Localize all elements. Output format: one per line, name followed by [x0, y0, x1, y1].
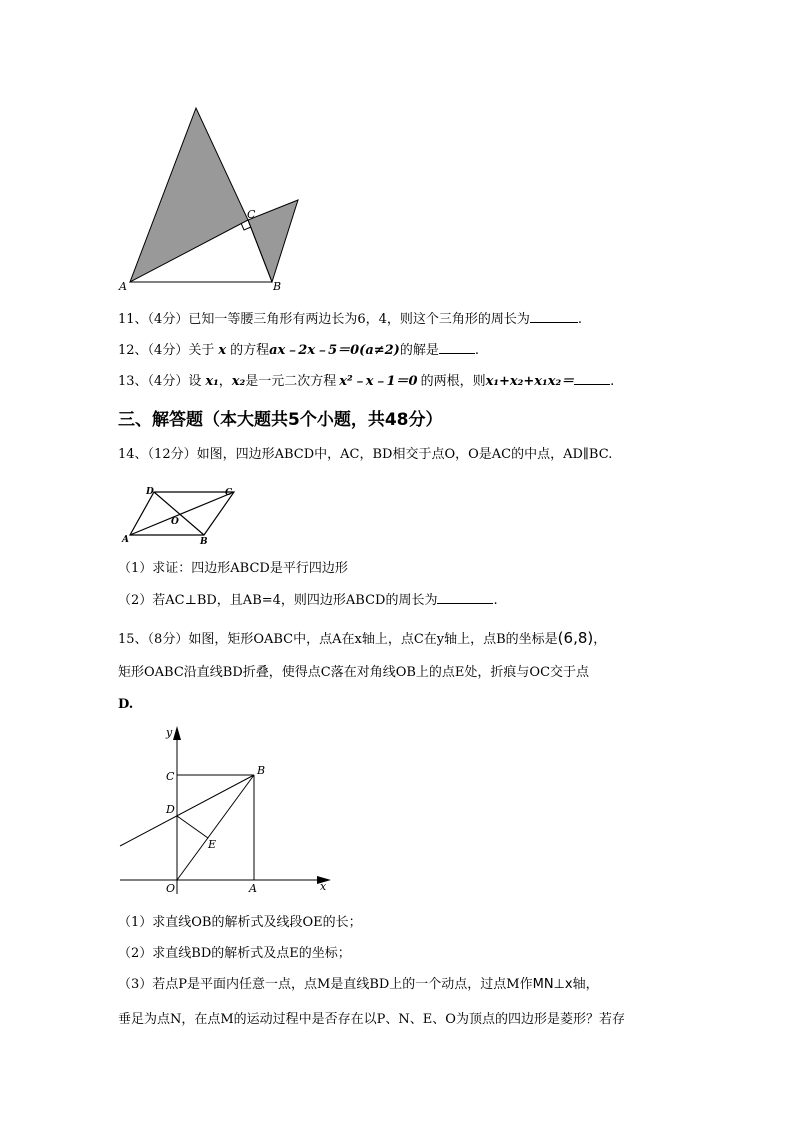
q15-line3: D. [118, 697, 134, 712]
label-b: B [257, 764, 266, 777]
q15-coordinate: (6,8) [557, 629, 594, 647]
q15-part1: （1）求直线OB的解析式及线段OE的长； [118, 915, 362, 930]
small-shaded-triangle [248, 200, 298, 282]
q15-line1-text: 15、（8分）如图，矩形OABC中，点A在x轴上，点C在y轴上，点B的坐标是 [118, 632, 558, 647]
q13-period: . [610, 374, 615, 389]
label-o: O [166, 882, 176, 895]
label-e: E [208, 838, 217, 851]
label-d: D [166, 803, 175, 816]
q15-line2: 矩形OABC沿直线BD折叠，使得点C落在对角线OB上的点E处，折痕与OC交于点 [118, 665, 590, 680]
q14-part2-text: （2）若AC⊥BD，且AB=4，则四边形ABCD的周长为 [118, 593, 438, 608]
triangle-figure [110, 100, 310, 295]
question-14-stem: 14、（12分）如图，四边形ABCD中，AC，BD相交于点O，O是AC的中点，AD∥BC. [118, 447, 613, 462]
q14-answer-blank[interactable] [437, 591, 493, 604]
q12-prefix: 12、（4分）关于 [118, 343, 215, 358]
q13-expr: x₁+x₂+x₁x₂＝ [485, 374, 575, 389]
large-shaded-triangle [130, 108, 248, 282]
q15-part3-line2: 垂足为点N，在点M的运动过程中是否存在以P、N、E、O为顶点的四边形是菱形？若存 [118, 1012, 625, 1027]
q14-part1: （1）求证：四边形ABCD是平行四边形 [118, 561, 348, 576]
q15-line1 [118, 628, 606, 650]
q13-answer-blank[interactable] [574, 372, 610, 385]
label-y: y [166, 726, 173, 739]
y-axis-arrow [173, 726, 181, 740]
parallelogram-figure [118, 483, 248, 545]
line-bd [120, 775, 254, 846]
label-c: C [166, 770, 175, 783]
question-12 [118, 341, 479, 361]
section-heading: 三、解答题（本大题共5个小题，共48分） [118, 410, 443, 430]
q11-answer-blank[interactable] [530, 310, 578, 323]
q13-prefix: 13、（4分）设 [118, 374, 202, 389]
q12-tail: 的解是 [399, 343, 439, 358]
q13-x1: x₁ [205, 374, 219, 389]
label-a: A [122, 535, 129, 545]
q15-comma: ， [593, 632, 607, 647]
q15-part3-mn: MN⊥x [532, 977, 573, 992]
label-a: A [119, 280, 127, 293]
q15-part3-suffix: 轴， [572, 977, 599, 992]
q15-part2: （2）求直线BD的解析式及点E的坐标； [118, 946, 351, 961]
q13-sep: ， [218, 374, 232, 389]
label-c: C [247, 208, 256, 221]
label-d: D [146, 487, 154, 497]
q11-period: . [577, 312, 582, 327]
segment-de [177, 816, 208, 838]
q15-part3 [118, 975, 599, 995]
q13-x2: x₂ [231, 374, 246, 389]
diagonal-bd [154, 492, 204, 535]
q13-mid: 是一元二次方程 [245, 374, 337, 389]
label-a: A [249, 882, 257, 895]
q11-text: 11、（4分）已知一等腰三角形有两边长为6，4，则这个三角形的周长为 [118, 312, 530, 327]
label-o: O [171, 517, 179, 527]
q13-tail: 的两根，则 [420, 374, 486, 389]
q12-period: . [474, 343, 479, 358]
q14-period: . [493, 593, 498, 608]
q15-part3-text: （3）若点P是平面内任意一点，点M是直线BD上的一个动点，过点M作 [118, 977, 533, 992]
coordinate-figure [115, 722, 340, 902]
label-b: B [200, 537, 208, 545]
label-x: x [320, 880, 327, 893]
question-13 [118, 372, 614, 392]
q12-mid: 的方程 [230, 343, 270, 358]
label-c: C [225, 488, 233, 498]
q14-part2 [118, 591, 498, 611]
q12-equation: ax﹣2x﹣5＝0(a≠2) [269, 343, 400, 358]
question-11 [118, 310, 582, 330]
q12-var: x [218, 343, 227, 358]
diagonal-ob [177, 775, 254, 880]
label-b: B [273, 280, 282, 293]
q12-answer-blank[interactable] [439, 341, 475, 354]
q13-equation: x²﹣x﹣1＝0 [339, 374, 418, 389]
